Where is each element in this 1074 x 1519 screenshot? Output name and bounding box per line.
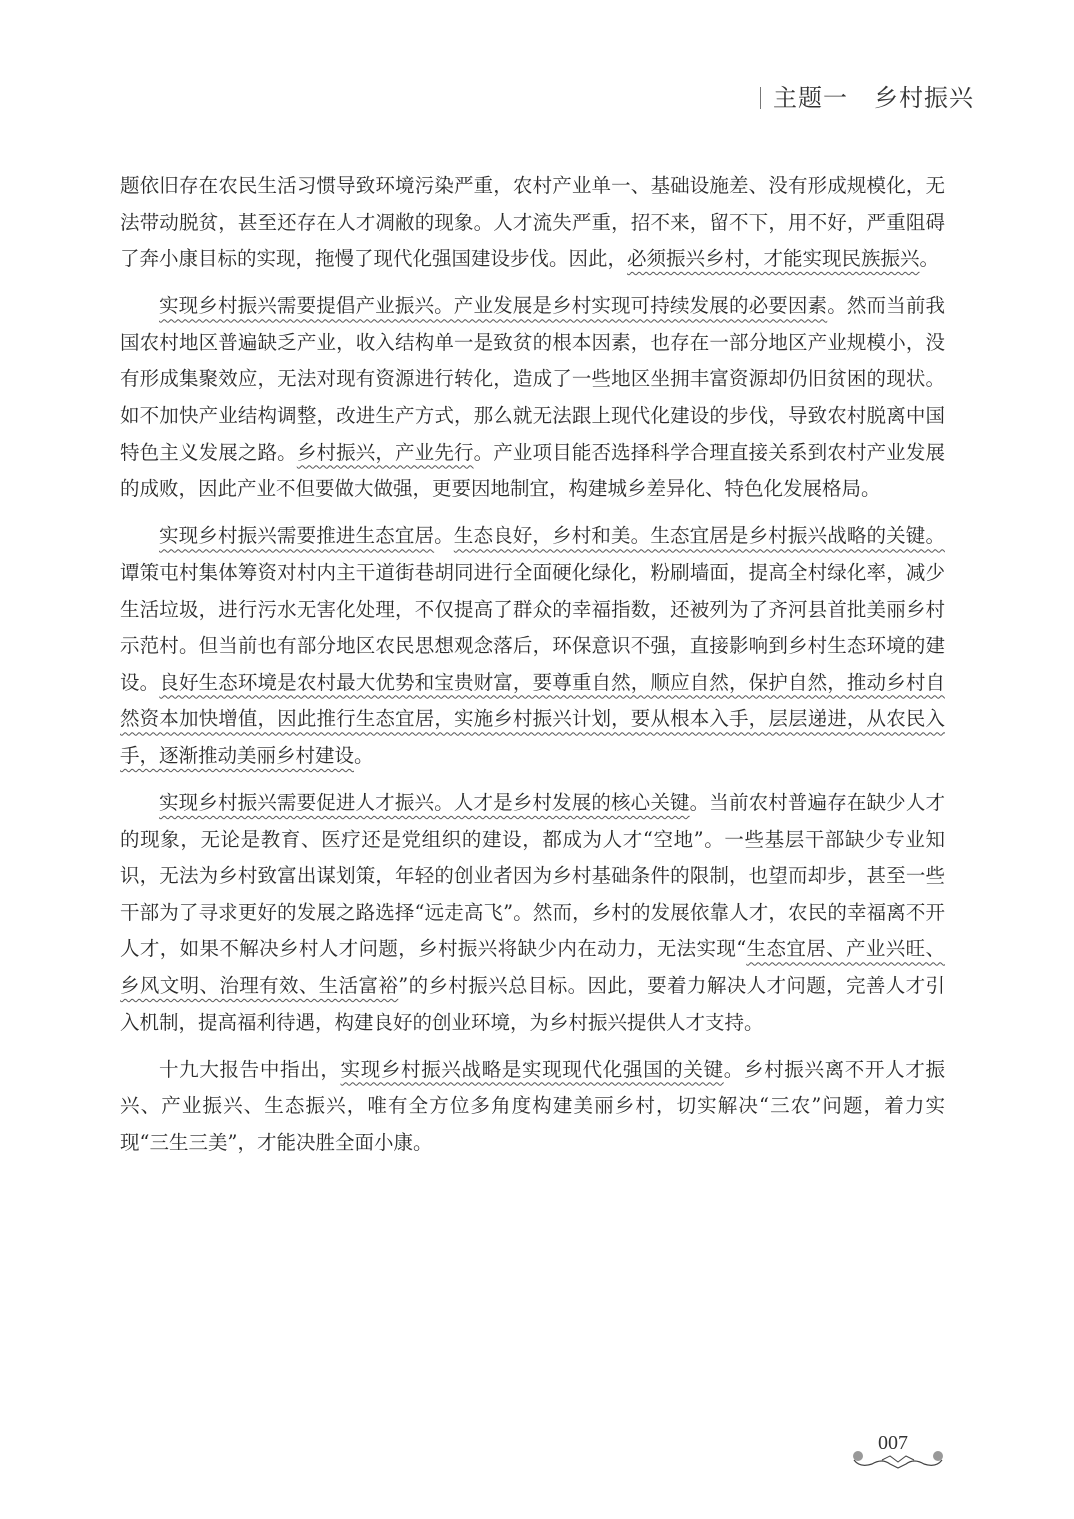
- underlined-emphasis: 实现乡村振兴需要推进生态宜居: [159, 524, 435, 548]
- underlined-emphasis: 实现乡村振兴战略是实现现代化强国的关键: [340, 1057, 724, 1081]
- page-footer: [848, 1430, 948, 1470]
- text-run: 。产业项目能否选择科学合理直接关系到农村产业发展的成败，因此产业不但要做大做强，更要因地制宜，构建城乡差异化、特色化发展格局。: [120, 440, 945, 501]
- header-section: 主题一: [773, 84, 848, 112]
- paragraph: [120, 1052, 945, 1162]
- header-divider: [760, 87, 761, 109]
- paragraph: [120, 168, 945, 278]
- header-title: 乡村振兴: [874, 84, 974, 112]
- underlined-emphasis: 实现乡村振兴需要提倡产业振兴。产业发展是乡村实现可持续发展的必要因素: [159, 294, 828, 318]
- text-run: 。乡村振兴离不开人才振兴、产业振兴、生态振兴，唯有全方位多角度构建美丽乡村，切实解决“三农”问题，着力实现“三生三美”，才能决胜全面小康。: [120, 1057, 945, 1154]
- text-run: ”的乡村振兴总目标。因此，要着力解决人才问题，完善人才引入机制，提高福利待遇，构建良好的创业环境，为乡村振兴提供人才支持。: [120, 973, 945, 1034]
- paragraph: [120, 288, 945, 508]
- text-run: 。然而当前我国农村地区普遍缺乏产业，收入结构单一是致贫的根本因素，也存在一部分地区产业规模小，没有形成集聚效应，无法对现有资源进行转化，造成了一些地区坐拥丰富资源却仍旧贫困的现状。如不加快产业结构调整，改进生产方式，那么就无法跟上现代化建设的步伐，导致农村脱离中国特色主义发展之路。: [120, 294, 945, 464]
- text-run: 。: [354, 743, 374, 767]
- text-run: 。: [919, 247, 940, 271]
- body-text: [120, 168, 945, 1172]
- underlined-emphasis: 良好生态环境是农村最大优势和宝贵财富，要尊重自然，顺应自然，保护自然，推动乡村自然资本加快增值，因此推行生态宜居，实施乡村振兴计划，要从根本入手，层层递进，从农民入手，逐渐推动美丽乡村建设: [120, 670, 945, 767]
- text-run: 。: [434, 524, 454, 548]
- paragraph: [120, 785, 945, 1041]
- text-run: 十九大报告中指出，: [159, 1057, 341, 1081]
- paragraph: [120, 518, 945, 774]
- text-run: 。当前农村普遍存在缺少人才的现象，无论是教育、医疗还是党组织的建设，都成为人才“空地”。一些基层干部缺少专业知识，无法为乡村致富出谋划策，年轻的创业者因为乡村基础条件的限制，也望而却步，甚至一些干部为了寻求更好的发展之路选择“远走高飞”。然而，乡村的发展依靠人才，农民的幸福离不开人才，如果不解决乡村人才问题，乡村振兴将缺少内在动力，无法实现“: [120, 791, 945, 961]
- text-run: 谭策屯村集体筹资对村内主干道街巷胡同进行全面硬化绿化，粉刷墙面，提高全村绿化率，减少生活垃圾，进行污水无害化处理，不仅提高了群众的幸福指数，还被列为了齐河县首批美丽乡村示范村。但当前也有部分地区农民思想观念落后，环保意识不强，直接影响到乡村生态环境的建设。: [120, 560, 945, 694]
- underlined-emphasis: 生态宜居、产业兴旺、乡风文明、治理有效、生活富裕: [120, 937, 945, 997]
- underlined-emphasis: 实现乡村振兴需要促进人才振兴。人才是乡村发展的核心关键: [159, 791, 690, 814]
- underlined-emphasis: 生态良好，乡村和美。生态宜居是乡村振兴战略的关键。: [453, 524, 945, 548]
- underlined-emphasis: 必须振兴乡村，才能实现民族振兴: [627, 247, 920, 271]
- page-number: 007: [878, 1432, 908, 1454]
- running-header: [760, 78, 974, 113]
- text-run: 题依旧存在农民生活习惯导致环境污染严重，农村产业单一、基础设施差、没有形成规模化，无法带动脱贫，甚至还存在人才凋敝的现象。人才流失严重，招不来，留不下，用不好，严重阻碍了奔小康目标的实现，拖慢了现代化强国建设步伐。因此，: [120, 174, 945, 271]
- underlined-emphasis: 乡村振兴，产业先行: [296, 440, 474, 464]
